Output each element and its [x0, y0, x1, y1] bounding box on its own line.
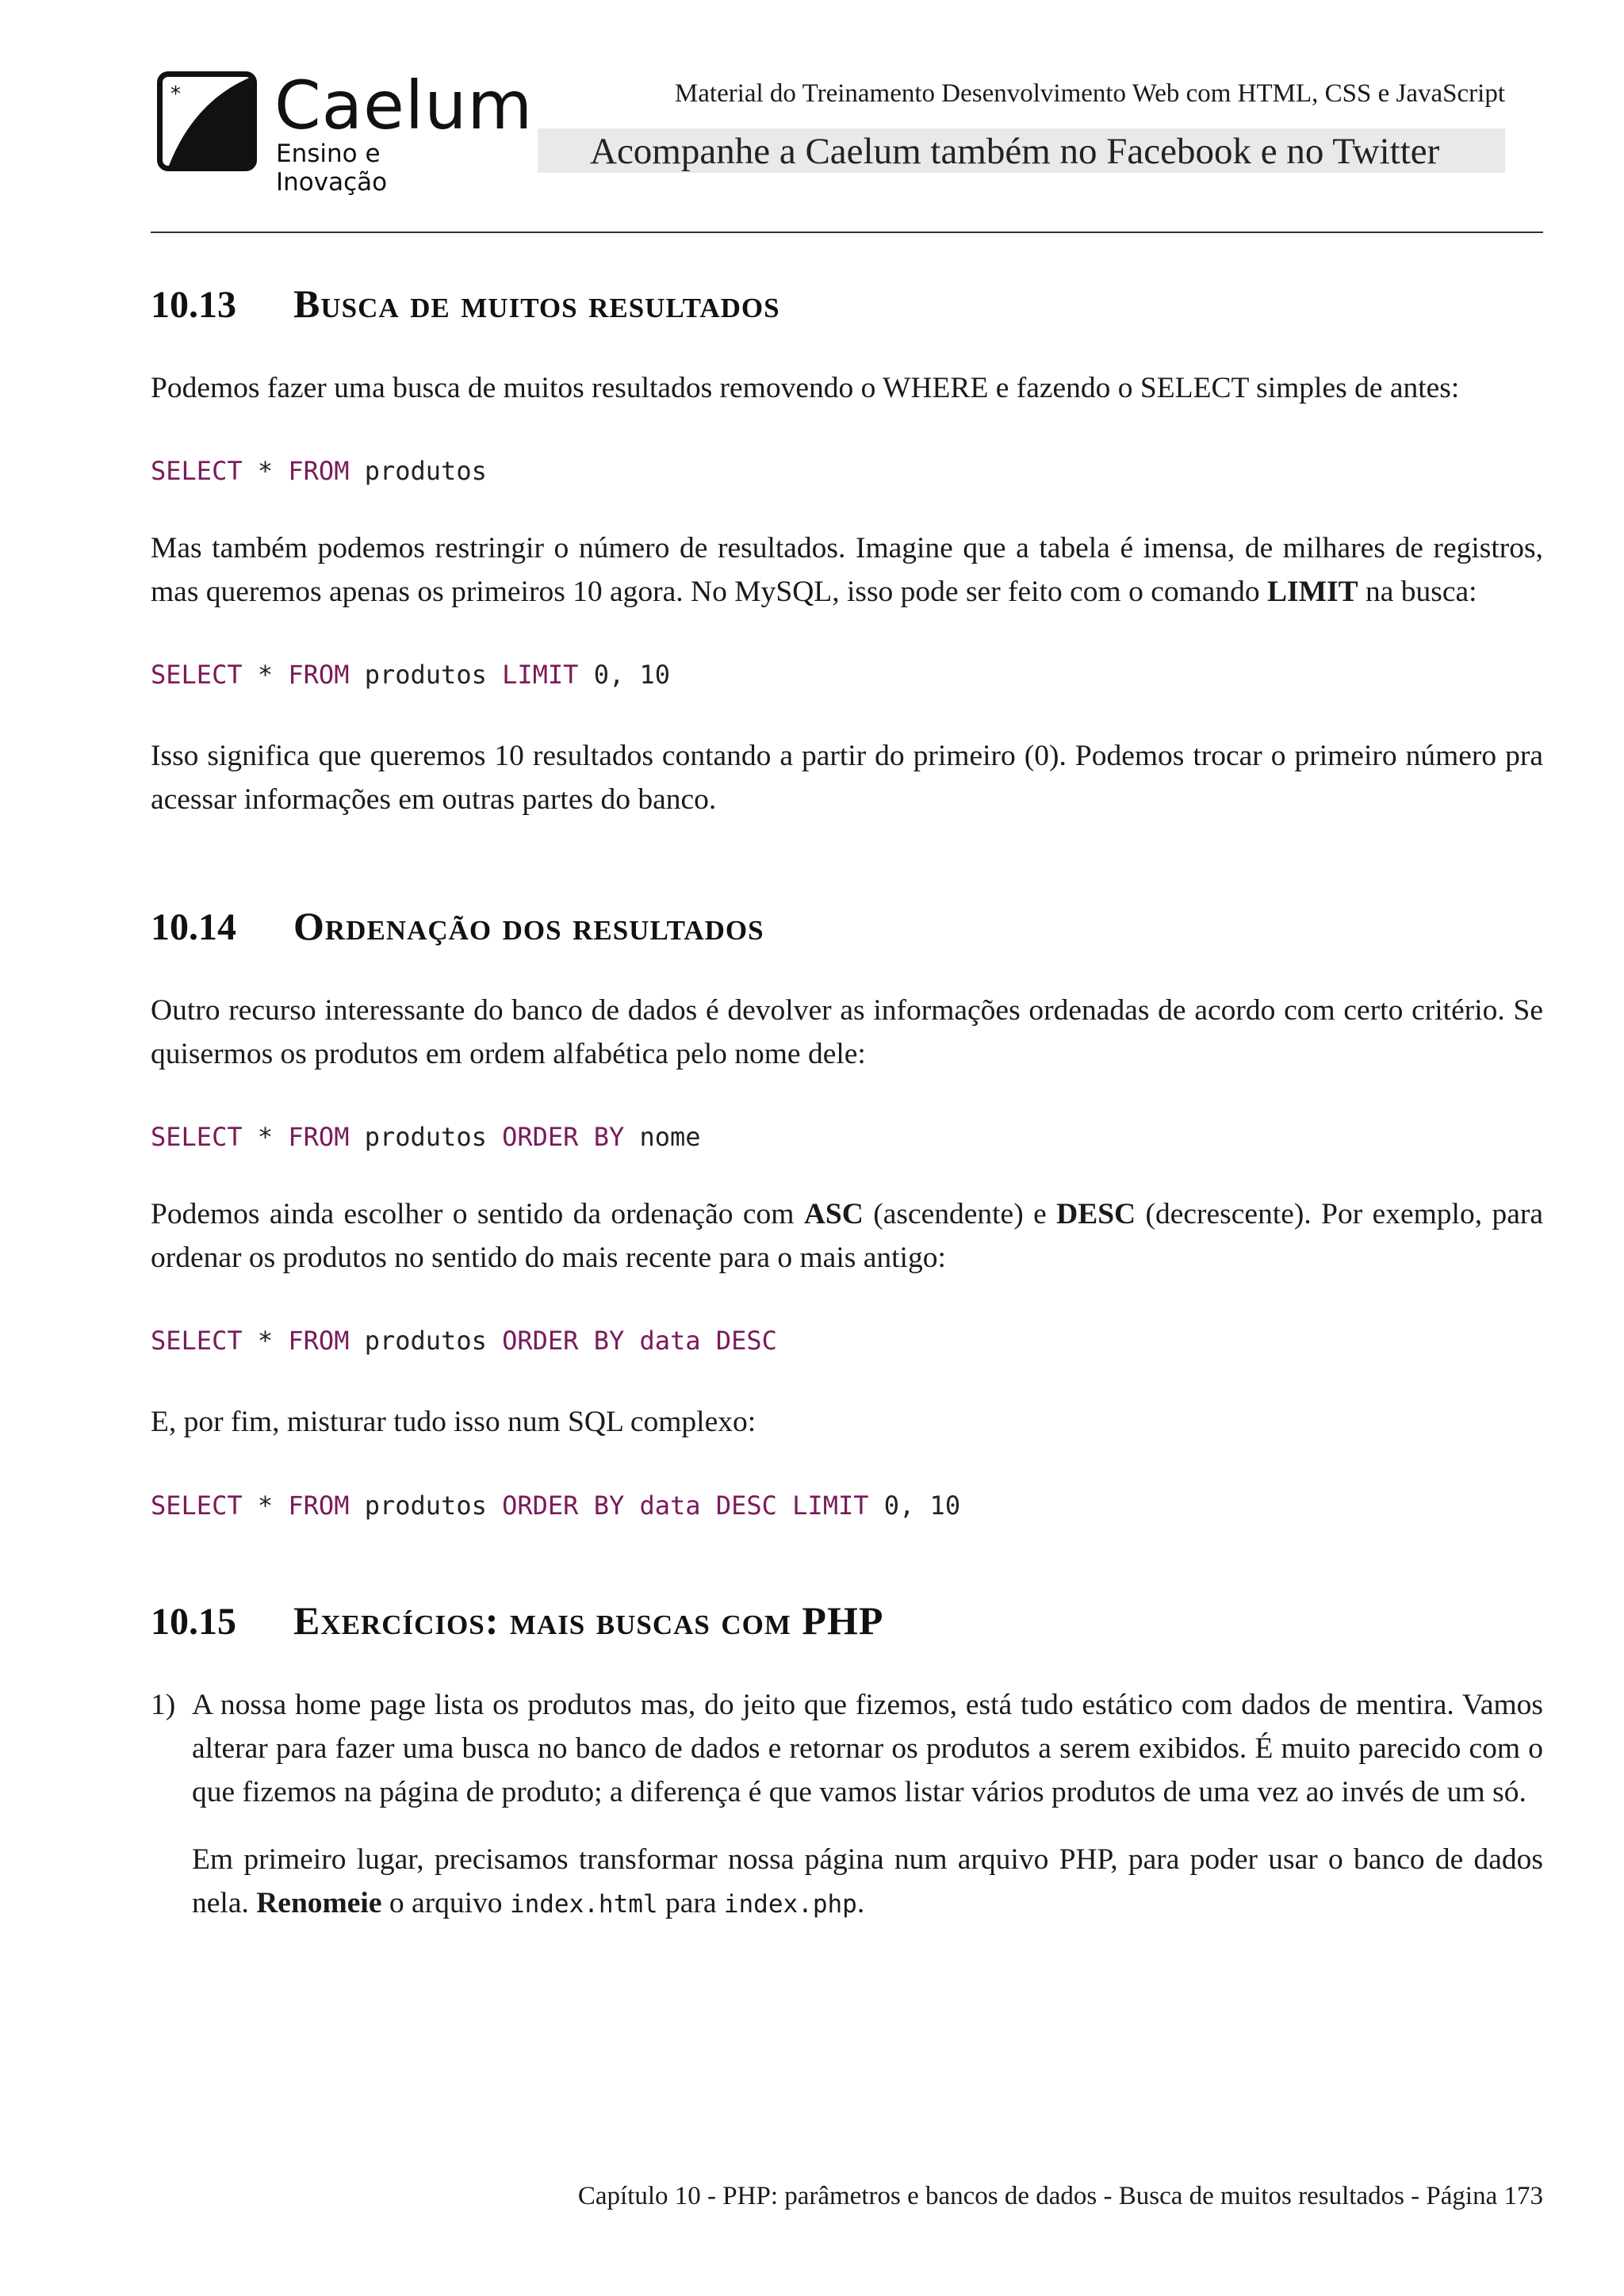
section-number: 10.13	[151, 284, 236, 326]
caelum-logo	[157, 67, 534, 197]
code-block: SELECT * FROM produtos ORDER BY nome	[151, 1122, 701, 1152]
social-text: Acompanhe a Caelum também no Facebook e no Twitter	[590, 131, 1440, 172]
paragraph: Isso significa que queremos 10 resultados contando a partir do primeiro (0). Podemos trocar o primeiro número pra acessar informações em outras partes do banco.	[151, 740, 1543, 816]
section-title: Busca de muitos resultados	[293, 281, 780, 326]
section-title: Exercícios: mais buscas com PHP	[293, 1598, 884, 1643]
code-block: SELECT * FROM produtos ORDER BY data DESC	[151, 1326, 777, 1356]
logo-subtitle: Ensino e Inovação	[276, 140, 388, 197]
code-block: SELECT * FROM produtos LIMIT 0, 10	[151, 660, 671, 690]
paragraph: Podemos fazer uma busca de muitos resultados removendo o WHERE e fazendo o SELECT simples de antes:	[151, 372, 1460, 404]
paragraph: Em primeiro lugar, precisamos transformar nossa página num arquivo PHP, para poder usar o banco de dados nela. Renomeie o arquivo index.html para index.php.	[192, 1843, 1543, 1919]
paragraph: Mas também podemos restringir o número de resultados. Imagine que a tabela é imensa, de milhares de registros, mas queremos apenas os primeiros 10 agora. No MySQL, isso pode ser feito com o comando LIMIT na busca:	[151, 532, 1543, 608]
section-number: 10.14	[151, 906, 236, 948]
section-heading	[151, 1598, 1543, 1644]
social-banner	[538, 128, 1505, 173]
paragraph: Podemos ainda escolher o sentido da ordenação com ASC (ascendente) e DESC (decrescente). Por exemplo, para ordenar os produtos no sentido do mais recente para o mais antigo:	[151, 1198, 1544, 1274]
logo-title: Caelum	[274, 67, 534, 144]
svg-text:*: *	[170, 82, 181, 106]
paragraph: A nossa home page lista os produtos mas, do jeito que fizemos, está tudo estático com dados de mentira. Vamos alterar para fazer uma busca no banco de dados e retornar os produtos a serem exibidos. É muito parecido com o que fizemos na página de produto; a diferença é que vamos listar vários produtos de uma vez ao invés de um só.	[192, 1689, 1543, 1808]
section-heading	[151, 281, 1543, 327]
header-divider	[151, 232, 1543, 233]
main-content	[151, 270, 1543, 1927]
code-block: SELECT * FROM produtos	[151, 456, 487, 486]
section-title: Ordenação dos resultados	[293, 904, 764, 948]
section-number: 10.15	[151, 1601, 236, 1643]
exercise-item	[151, 1683, 1543, 1927]
page-footer: Capítulo 10 - PHP: parâmetros e bancos de dados - Busca de muitos resultados - Página 173	[577, 2182, 1543, 2210]
paragraph: Outro recurso interessante do banco de dados é devolver as informações ordenadas de acordo com certo critério. Se quisermos os produtos em ordem alfabética pelo nome dele:	[151, 994, 1543, 1070]
logo-mark-icon	[157, 71, 257, 171]
paragraph: E, por fim, misturar tudo isso num SQL complexo:	[151, 1406, 756, 1438]
code-block: SELECT * FROM produtos ORDER BY data DESC LIMIT 0, 10	[151, 1490, 961, 1521]
section-heading	[151, 903, 1543, 949]
material-title: Material do Treinamento Desenvolvimento Web com HTML, CSS e JavaScript	[674, 79, 1505, 108]
exercise-number: 1)	[151, 1689, 176, 1721]
